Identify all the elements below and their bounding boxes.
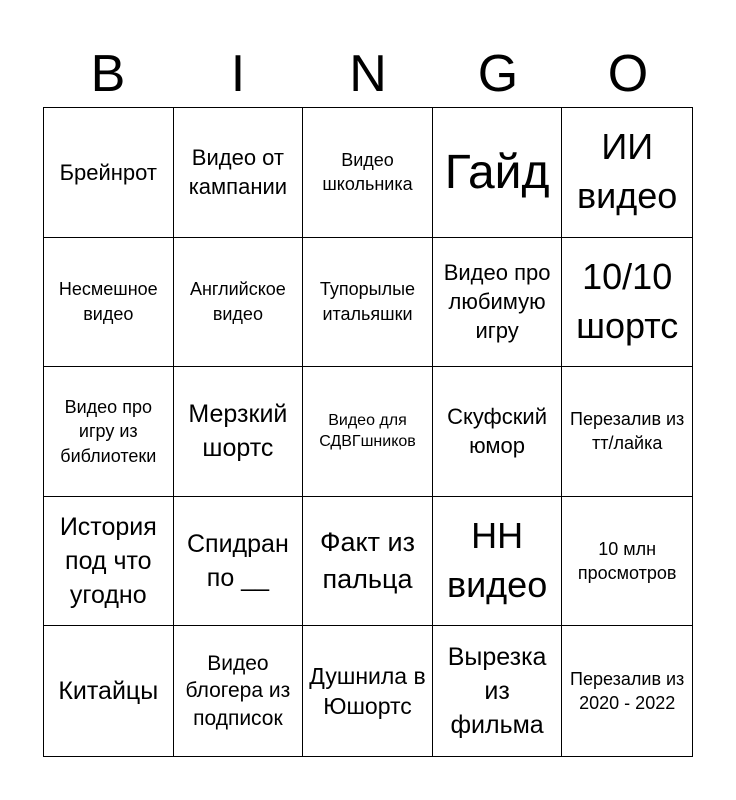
cell-text: Видео блогера из подписок bbox=[185, 651, 291, 731]
cell-text: Спидран по __ bbox=[187, 530, 289, 593]
cell-text: Факт из пальца bbox=[319, 527, 415, 595]
cell-text: Гайд bbox=[444, 145, 550, 199]
cell-text: Несмешное видео bbox=[58, 279, 158, 324]
cell-text: Видео для СДВГшников bbox=[319, 411, 416, 451]
cell-text: ИИ видео bbox=[577, 126, 678, 217]
cell-text: Брейнрот bbox=[59, 159, 157, 185]
header-letter-g: G bbox=[477, 45, 519, 103]
bingo-cell-r5c1[interactable] bbox=[44, 626, 174, 756]
bingo-cell-r2c1[interactable] bbox=[44, 238, 174, 368]
bingo-cell-r3c5[interactable] bbox=[562, 367, 692, 497]
cell-text: Китайцы bbox=[58, 677, 159, 706]
bingo-cell-r4c4[interactable] bbox=[433, 497, 563, 627]
bingo-cell-r2c3[interactable] bbox=[303, 238, 433, 368]
header-letter-o: O bbox=[607, 45, 649, 103]
bingo-board bbox=[43, 107, 693, 757]
cell-text: Вырезка из фильма bbox=[447, 643, 547, 740]
cell-text: Перезалив из тт/лайка bbox=[570, 409, 685, 454]
bingo-cell-r3c2[interactable] bbox=[174, 367, 304, 497]
bingo-cell-r3c3[interactable] bbox=[303, 367, 433, 497]
cell-text: Скуфский юмор bbox=[447, 404, 547, 459]
cell-text: Видео от кампании bbox=[188, 145, 288, 200]
bingo-cell-r1c5[interactable] bbox=[562, 108, 692, 238]
header-letter-n: N bbox=[349, 45, 387, 103]
cell-text: Мерзкий шортс bbox=[188, 400, 288, 463]
cell-text: НН видео bbox=[446, 515, 548, 606]
cell-text: Тупорылые итальяшки bbox=[319, 279, 416, 324]
cell-text: Душнила в Юшортс bbox=[309, 662, 426, 720]
bingo-cell-r4c2[interactable] bbox=[174, 497, 304, 627]
bingo-header bbox=[43, 38, 693, 110]
cell-text: Перезалив из 2020 - 2022 bbox=[570, 668, 685, 714]
bingo-cell-r2c2[interactable] bbox=[174, 238, 304, 368]
bingo-cell-r1c2[interactable] bbox=[174, 108, 304, 238]
bingo-cell-r3c4[interactable] bbox=[433, 367, 563, 497]
bingo-cell-r5c3[interactable] bbox=[303, 626, 433, 756]
cell-text: Английское видео bbox=[189, 279, 286, 324]
bingo-cell-r1c3[interactable] bbox=[303, 108, 433, 238]
cell-text: 10/10 шортс bbox=[576, 255, 679, 346]
bingo-cell-r4c1[interactable] bbox=[44, 497, 174, 627]
bingo-cell-r2c5[interactable] bbox=[562, 238, 692, 368]
bingo-cell-r4c5[interactable] bbox=[562, 497, 692, 627]
cell-text: История под что угодно bbox=[59, 513, 157, 610]
bingo-cell-r3c1[interactable] bbox=[44, 367, 174, 497]
bingo-cell-r5c2[interactable] bbox=[174, 626, 304, 756]
bingo-cell-r5c5[interactable] bbox=[562, 626, 692, 756]
bingo-cell-r2c4[interactable] bbox=[433, 238, 563, 368]
bingo-cell-r1c1[interactable] bbox=[44, 108, 174, 238]
cell-text: Видео про игру из библиотеки bbox=[60, 396, 157, 466]
header-letter-b: B bbox=[90, 45, 126, 103]
cell-text: Видео школьника bbox=[322, 149, 413, 195]
header-letter-i: I bbox=[230, 45, 246, 103]
cell-text: 10 млн просмотров bbox=[577, 538, 677, 584]
bingo-cell-r5c4[interactable] bbox=[433, 626, 563, 756]
bingo-cell-r4c3[interactable] bbox=[303, 497, 433, 627]
bingo-cell-r1c4[interactable] bbox=[433, 108, 563, 238]
cell-text: Видео про любимую игру bbox=[443, 260, 551, 344]
